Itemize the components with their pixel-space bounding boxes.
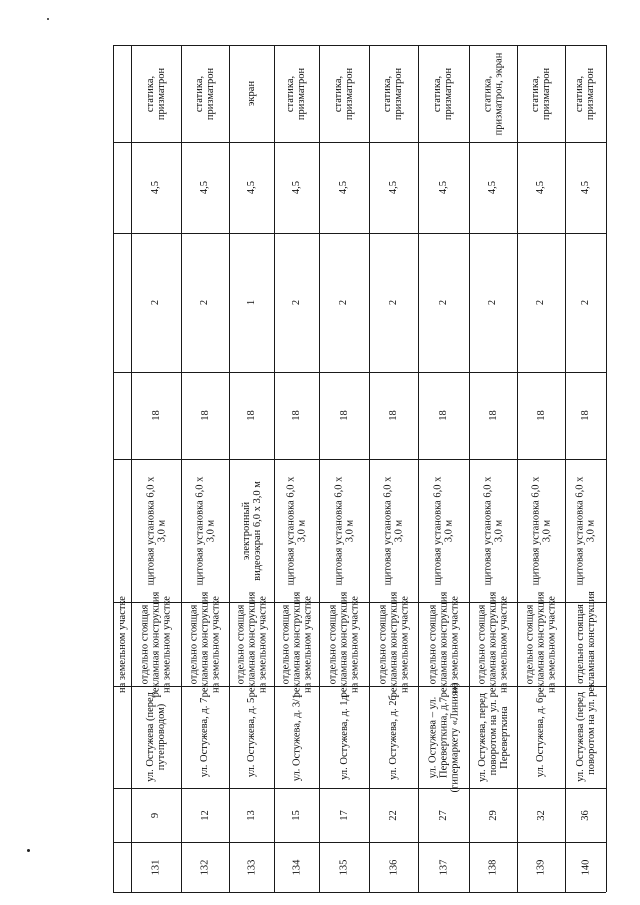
address-cell-text [477,693,510,782]
address-cell-line: ул. Остужева, перед [476,692,488,782]
scan-speck [47,18,49,20]
row-no-cell [517,842,565,892]
tech-cell-line: статика, [482,75,493,112]
type-cell-line: отдельно стоящая [524,604,536,684]
tech-cell-line: статика, [530,75,542,112]
type-cell [517,591,565,697]
height-cell [517,142,565,233]
height-cell [369,142,418,233]
area-cell-text: 18 [388,410,399,421]
sides-cell [131,233,181,372]
address-cell-text [200,697,211,776]
tech-cell-text [333,67,355,119]
height-cell [181,142,229,233]
tech-cell-line: призматрон [296,67,308,120]
tech-cell [369,45,418,142]
format-cell-text [433,476,455,585]
advertising-structures-table [113,45,606,892]
area-cell-text: 18 [487,410,499,421]
tech-cell-line: призматрон [443,67,455,120]
format-cell-line: 3,0 м [156,519,167,542]
format-cell-line: щитовая установка 6,0 х [194,476,205,585]
previous-row-fragment [113,595,131,693]
address-cell-text [575,692,597,782]
type-cell-line: отдельно стоящая [476,604,488,684]
type-cell-line: рекламная конструкция [199,591,211,697]
sides-cell-text: 2 [338,299,350,306]
type-cell-text [189,591,222,697]
height-cell-text: 4,5 [338,180,350,195]
type-cell-text [525,591,558,697]
height-cell [418,142,469,233]
format-cell [229,459,274,602]
format-cell-line: щитовая установка 6,0 х [530,476,541,585]
tech-cell-line: призматрон [585,67,597,120]
address-cell-line: ул. Остужева, д. 6 [535,697,547,777]
sides-cell-text: 1 [246,299,257,306]
area-cell [418,372,469,459]
height-cell-text: 4,5 [438,180,449,195]
sides-cell-text: 2 [199,299,211,306]
address-cell [274,686,319,788]
type-cell [274,591,319,697]
height-cell-text: 4,5 [199,180,211,195]
area-cell [274,372,319,459]
format-cell-line: видеоэкран 6,0 х 3,0 м [251,480,263,581]
type-cell-line: рекламная конструкция [388,591,400,697]
tech-cell-line: статика, [194,75,206,112]
format-cell-text [482,476,504,585]
address-cell-text [339,695,350,780]
tech-cell-line: статика, [285,75,297,112]
sides-cell [565,233,606,372]
row-no-cell [131,842,181,892]
type-cell-line: рекламная конструкция [338,591,350,697]
number-cell-text: 15 [291,809,302,821]
tech-cell-line: призматрон, экран [493,52,504,135]
address-cell-text [145,692,167,782]
number-cell [181,788,229,842]
row-no-cell-text: 132 [199,859,211,875]
area-cell [181,372,229,459]
type-cell-line: отдельно стоящая [427,604,439,684]
area-cell [319,372,369,459]
height-cell [274,142,319,233]
tech-cell-text [530,67,552,119]
type-cell-text [477,591,510,697]
sides-cell [469,233,517,372]
format-cell-line: щитовая установка 6,0 х [432,476,444,585]
height-cell-text: 4,5 [150,180,162,195]
area-cell-text: 18 [338,410,350,421]
address-cell-text [291,693,302,781]
sides-cell-text: 2 [535,299,547,306]
row-no-cell [274,842,319,892]
tech-cell [517,45,565,142]
row-no-cell [181,842,229,892]
format-cell [517,459,565,602]
number-cell-text: 17 [338,809,350,821]
format-cell-line: электронный [240,501,252,560]
number-cell [565,788,606,842]
tech-cell-line: статика, [145,75,157,112]
height-cell [229,142,274,233]
format-cell-text [145,476,167,585]
type-cell-text [377,591,410,697]
tech-cell [469,45,517,142]
type-cell-line: рекламная конструкция [150,591,162,697]
type-cell-line: рекламная конструкция [246,591,258,697]
row-no-cell-text: 136 [388,859,399,875]
address-cell-line: поворотом на ул. [585,699,597,775]
row-no-cell-text: 137 [438,859,449,875]
sides-cell-text: 2 [438,299,449,306]
format-cell-text [575,476,597,585]
tech-cell-line: экран [245,80,257,107]
height-cell-text: 4,5 [246,180,257,195]
type-cell-text [235,591,268,697]
format-cell-line: щитовая установка 6,0 х [482,476,493,585]
format-cell-text [383,476,405,585]
format-cell-line: щитовая установка 6,0 х [333,476,344,585]
height-cell [469,142,517,233]
tech-cell [319,45,369,142]
type-cell [565,591,606,697]
row-no-cell-text: 138 [487,859,499,875]
sides-cell-text: 2 [580,299,591,306]
address-cell [131,686,181,788]
row-no-cell [319,842,369,892]
number-cell-text: 32 [535,809,547,821]
previous-row-fragment-text: на земельном участке [116,595,128,693]
sides-cell-text: 2 [291,299,302,306]
scan-speck [27,849,30,852]
area-cell [517,372,565,459]
area-cell-text: 18 [246,410,257,421]
type-cell-line: отдельно стоящая [327,604,339,684]
number-cell [517,788,565,842]
address-cell [181,686,229,788]
address-cell-line: ул. Остужева, д. 5 [246,697,257,777]
row-no-cell-text: 131 [150,859,162,875]
row-no-cell [565,842,606,892]
type-cell-line: на земельном участке [498,595,510,693]
format-cell [274,459,319,602]
tech-cell-line: призматрон [541,67,553,120]
area-cell-text: 18 [535,410,547,421]
address-cell [319,686,369,788]
tech-cell-line: призматрон [393,67,405,120]
format-cell-line: щитовая установка 6,0 х [285,476,297,585]
area-cell [131,372,181,459]
format-cell-text [286,476,308,585]
type-cell-line: на земельном участке [257,595,269,693]
number-cell-text: 13 [246,809,257,821]
number-cell-text: 22 [388,809,399,821]
row-no-cell [418,842,469,892]
format-cell [369,459,418,602]
address-cell-line: ул. Остужева (перед [574,692,586,782]
address-cell-text [427,682,460,792]
address-cell-line: ул. Остужева – ул. [427,696,439,778]
format-cell-line: 3,0 м [393,519,405,542]
address-cell-line: ул. Остужева, д. 2б [388,694,399,780]
row-no-cell [369,842,418,892]
type-cell [369,591,418,697]
sides-cell [229,233,274,372]
type-cell-line: на земельном участке [349,595,361,693]
tech-cell-line: призматрон [205,67,217,120]
address-cell [418,682,469,792]
format-cell [469,459,517,602]
type-cell-line: на земельном участке [210,595,222,693]
type-cell-text [575,591,597,697]
number-cell [418,788,469,842]
address-cell-line: путепроводом) [156,703,168,771]
sides-cell [181,233,229,372]
format-cell-line: 3,0 м [205,519,216,542]
row-no-cell [469,842,517,892]
tech-cell-text [145,67,167,119]
tech-cell-line: статика, [333,75,345,112]
address-cell-line: Переверткина, д.7 [438,696,450,778]
format-cell-line: 3,0 м [296,519,308,542]
area-cell [229,372,274,459]
sides-cell-text: 2 [487,299,499,306]
format-cell-text [333,476,355,585]
table-column-line [606,45,607,892]
type-cell-text [328,591,361,697]
tech-cell-text [482,52,504,135]
tech-cell [181,45,229,142]
number-cell-text: 12 [199,809,211,821]
format-cell [565,459,606,602]
height-cell [319,142,369,233]
tech-cell-line: статика, [432,75,444,112]
format-cell-text [241,481,263,581]
table-row-line [113,892,606,893]
row-no-cell-text: 140 [580,859,591,875]
area-cell-text: 18 [199,410,211,421]
height-cell [131,142,181,233]
height-cell-text: 4,5 [580,180,591,195]
number-cell [369,788,418,842]
address-cell-line: поворотом на ул. [487,699,499,775]
number-cell-text: 9 [150,812,162,818]
height-cell-text: 4,5 [388,180,399,195]
height-cell-text: 4,5 [291,180,302,195]
type-cell-line: на земельном участке [399,595,411,693]
tech-cell-line: призматрон [156,67,168,120]
format-cell-text [194,476,216,585]
tech-cell-text [383,67,405,119]
area-cell-text: 18 [580,410,591,421]
height-cell-text: 4,5 [535,180,547,195]
sides-cell [369,233,418,372]
type-cell-line: рекламная конструкция [535,591,547,697]
format-cell-line: 3,0 м [541,519,552,542]
address-cell-text [536,697,547,776]
sides-cell-text: 2 [388,299,399,306]
format-cell-text [530,476,552,585]
number-cell [229,788,274,842]
type-cell-line: на земельном участке [449,595,461,693]
number-cell-text: 36 [580,809,591,821]
type-cell-line: на земельном участке [161,595,173,693]
area-cell-text: 18 [150,410,162,421]
tech-cell-line: статика, [574,75,586,112]
address-cell-line: ул. Остужева, д. 1д [338,694,350,780]
tech-cell-text [286,67,308,119]
tech-cell-line: призматрон [344,67,356,120]
type-cell-line: рекламная конструкция [487,591,499,697]
address-cell [369,686,418,788]
row-no-cell-text: 135 [338,859,350,875]
format-cell [319,459,369,602]
tech-cell [274,45,319,142]
type-cell-line: на земельном участке [302,595,314,693]
type-cell-text [140,591,173,697]
format-cell-line: щитовая установка 6,0 х [382,476,394,585]
type-cell [418,591,469,697]
sides-cell [274,233,319,372]
address-cell-line: ул. Остужева (перед [145,692,157,782]
type-cell [181,591,229,697]
sides-cell [517,233,565,372]
address-cell [229,686,274,788]
row-no-cell-text: 133 [246,859,257,875]
tech-cell-text [246,81,257,106]
type-cell-line: на земельном участке [546,595,558,693]
number-cell [131,788,181,842]
address-cell-line: ул. Остужева, д. 3/1 [291,693,303,781]
format-cell-line: 3,0 м [585,519,597,542]
format-cell-line: 3,0 м [344,519,355,542]
type-cell [229,591,274,697]
number-cell [469,788,517,842]
type-cell-line: отдельно стоящая [280,604,292,684]
format-cell-line: щитовая установка 6,0 х [145,476,156,585]
type-cell-line: отдельно стоящая [235,604,247,684]
type-cell [469,591,517,697]
tech-cell [131,45,181,142]
type-cell-line: рекламная конструкция [585,591,597,697]
tech-cell [229,45,274,142]
row-no-cell-text: 134 [291,859,302,875]
address-cell-line: ул. Остужева, д. 7 [199,697,211,777]
tech-cell [565,45,606,142]
address-cell [469,686,517,788]
type-cell-line: рекламная конструкция [291,591,303,697]
tech-cell-text [194,67,216,119]
type-cell-line: отдельно стоящая [188,604,200,684]
area-cell [565,372,606,459]
type-cell-line: отдельно стоящая [574,604,586,684]
address-cell [517,686,565,788]
address-cell [565,686,606,788]
address-cell-text [388,695,399,780]
format-cell-line: 3,0 м [443,519,455,542]
height-cell [565,142,606,233]
area-cell-text: 18 [438,410,449,421]
type-cell-line: отдельно стоящая [377,604,389,684]
number-cell [274,788,319,842]
sides-cell [418,233,469,372]
type-cell-text [280,591,313,697]
format-cell-line: 3,0 м [493,519,504,542]
number-cell-text: 29 [487,809,499,821]
format-cell [418,459,469,602]
type-cell [131,591,181,697]
area-cell [369,372,418,459]
address-cell-line: Переверткина [498,705,510,769]
tech-cell [418,45,469,142]
number-cell [319,788,369,842]
row-no-cell-text: 139 [535,859,547,875]
number-cell-text: 27 [438,809,449,821]
sides-cell [319,233,369,372]
format-cell-line: щитовая установка 6,0 х [574,476,586,585]
tech-cell-text [433,67,455,119]
row-no-cell [229,842,274,892]
format-cell [131,459,181,602]
area-cell [469,372,517,459]
address-cell-line: (гипермаркету «Линия») [449,682,461,792]
type-cell-line: рекламная конструкция [438,591,450,697]
tech-cell-text [575,67,597,119]
area-cell-text: 18 [291,410,302,421]
type-cell [319,591,369,697]
height-cell-text: 4,5 [487,180,499,195]
table-column-line [113,45,114,892]
type-cell-text [427,591,460,697]
type-cell-line: отдельно стоящая [139,604,151,684]
tech-cell-line: статика, [382,75,394,112]
address-cell-text [246,697,257,776]
sides-cell-text: 2 [150,299,162,306]
format-cell [181,459,229,602]
